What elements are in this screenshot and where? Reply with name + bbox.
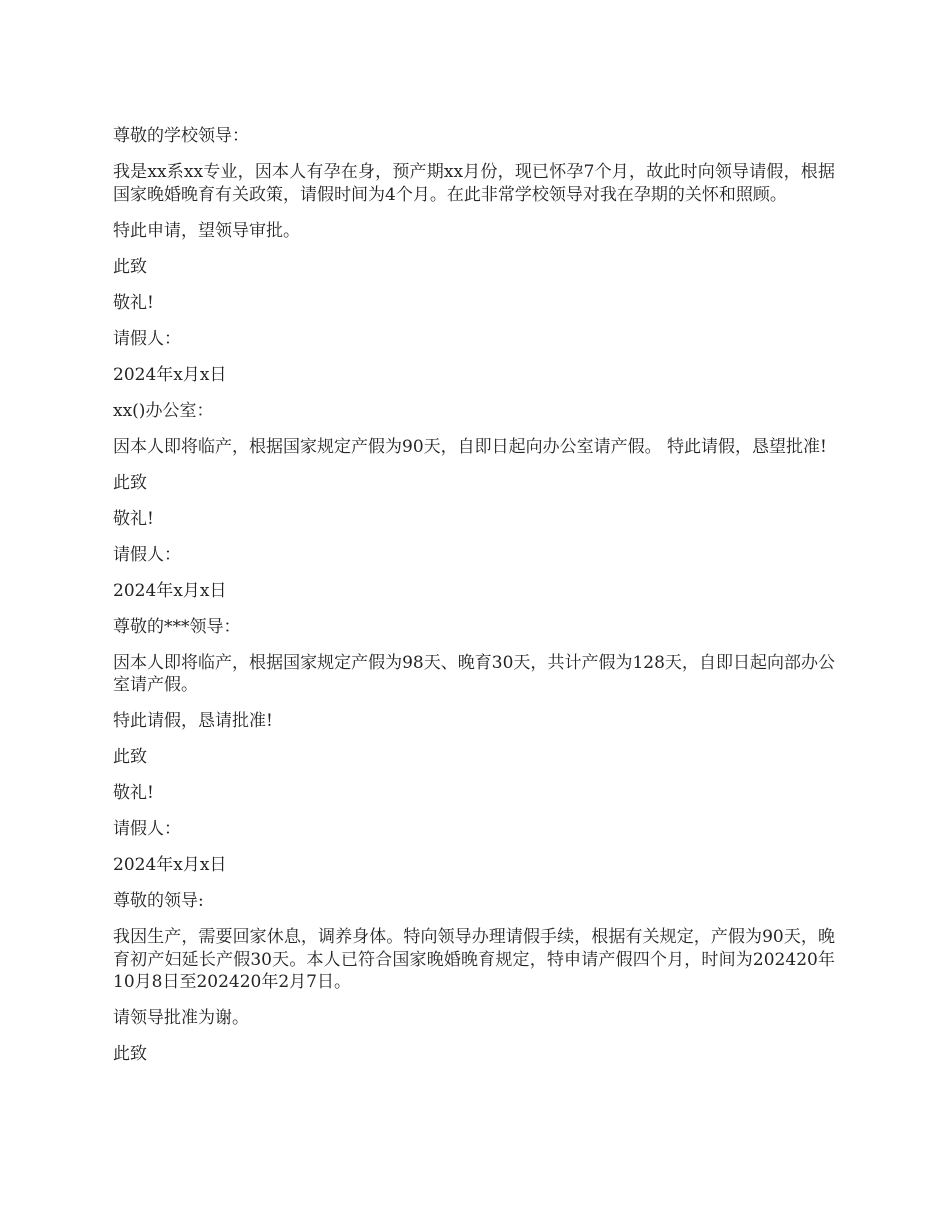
salutation-leader-stars: 尊敬的***领导：	[113, 616, 241, 637]
letter-1-body: 我是xx系xx专业，因本人有孕在身，预产期xx月份，现已怀孕7个月，故此时向领导请假，根据国家晚婚晚育有关政策，请假时间为4个月。在此非常学校领导对我在孕期的关怀和照顾。	[113, 162, 835, 205]
letter-2-closing: 此致	[113, 472, 147, 493]
salutation-office: xx()办公室：	[113, 400, 214, 421]
letter-1-closing: 此致	[113, 256, 147, 277]
letter-4-closing: 此致	[113, 1044, 147, 1064]
letter-1-request: 特此申请，望领导审批。	[113, 220, 300, 241]
letter-4-request: 请领导批准为谢。	[113, 1008, 249, 1028]
letter-2-applicant: 请假人：	[113, 544, 181, 565]
letter-3-request: 特此请假，恳请批准!	[113, 711, 273, 731]
letter-1-applicant: 请假人：	[113, 328, 181, 349]
document-body	[113, 125, 835, 1079]
letter-1-regards: 敬礼!	[113, 292, 154, 313]
salutation-school-leader: 尊敬的学校领导：	[113, 126, 249, 146]
letter-3-closing: 此致	[113, 747, 147, 767]
letter-4-body: 我因生产，需要回家休息，调养身体。特向领导办理请假手续，根据有关规定，产假为90天，晚育初产妇延长产假30天。本人已符合国家晚婚晚育规定，特申请产假四个月，时间为202420年10月8日至202420年2月7日。	[113, 927, 835, 992]
letter-3-applicant: 请假人：	[113, 819, 181, 839]
letter-1-date: 2024年x月x日	[113, 364, 227, 385]
letter-3-regards: 敬礼!	[113, 783, 154, 803]
salutation-leader: 尊敬的领导:	[113, 891, 204, 911]
letter-2-regards: 敬礼!	[113, 508, 154, 529]
letter-3-body: 因本人即将临产，根据国家规定产假为98天、晚育30天，共计产假为128天，自即日起向部办公室请产假。	[113, 652, 835, 695]
letter-2-date: 2024年x月x日	[113, 580, 227, 601]
letter-3-date: 2024年x月x日	[113, 855, 227, 875]
letter-2-body: 因本人即将临产，根据国家规定产假为90天，自即日起向办公室请产假。 特此请假，恳望批准!	[113, 436, 827, 457]
